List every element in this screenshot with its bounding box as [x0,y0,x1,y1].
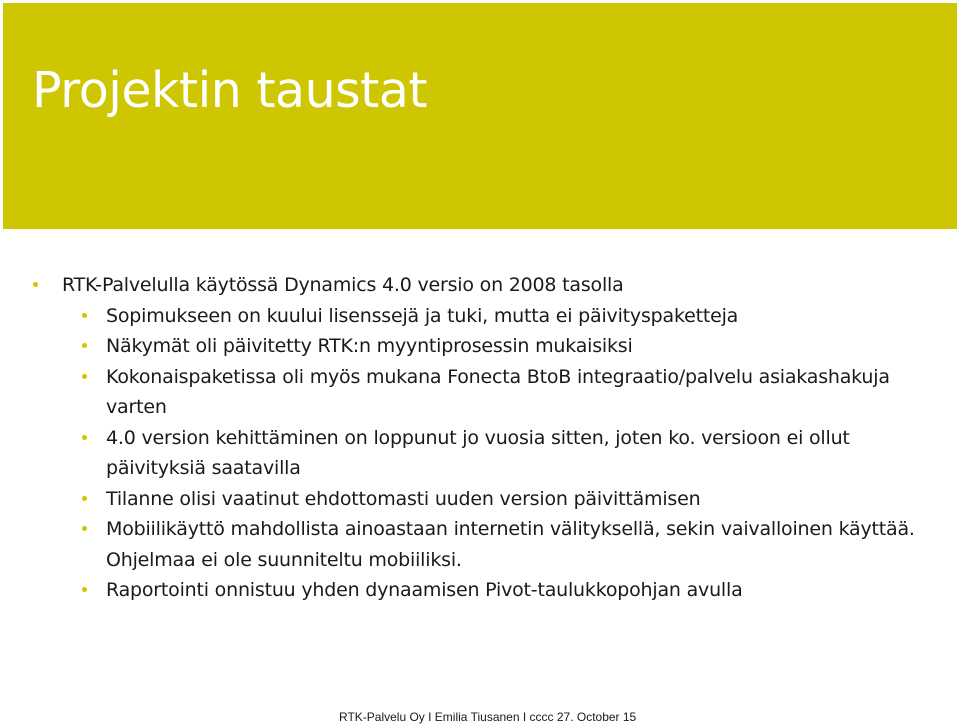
bullet-text: Mobiilikäyttö mahdollista ainoastaan internetin välityksellä, sekin vaivalloinen käyttää. Ohjelmaa ei ole suunniteltu mobiiliksi. [106,518,915,571]
bullet-dot-icon [82,435,87,440]
bullet-text: Kokonaispaketissa oli myös mukana Fonecta BtoB integraatio/palvelu asiakashakuja varten [106,365,890,418]
bullet-text: Sopimukseen on kuului lisenssejä ja tuki, mutta ei päivityspaketteja [106,304,739,327]
bullet-item [30,423,930,484]
bullet-text: Tilanne olisi vaatinut ehdottomasti uuden version päivittämisen [106,487,701,510]
bullet-dot-icon [82,313,87,318]
bullet-item [30,331,930,362]
bullet-dot-icon [33,282,38,287]
bullet-item [30,514,930,575]
bullet-dot-icon [82,374,87,379]
bullet-item [30,362,930,423]
bullet-dot-icon [82,526,87,531]
bullet-text: 4.0 version kehittäminen on loppunut jo vuosia sitten, joten ko. versioon ei ollut päivityksiä saatavilla [106,426,850,479]
bullet-item [30,301,930,332]
bullet-item [30,484,930,515]
slide-title: Projektin taustat [32,62,428,119]
bullet-text: Näkymät oli päivitetty RTK:n myyntiprosessin mukaisiksi [106,335,633,357]
bullet-item [30,575,930,606]
bullet-list [30,270,930,606]
bullet-text: RTK-Palvelulla käytössä Dynamics 4.0 versio on 2008 tasolla [62,274,624,296]
bullet-dot-icon [82,343,87,348]
bullet-dot-icon [82,496,87,501]
bullet-dot-icon [82,587,87,592]
footer-text: RTK-Palvelu Oy I Emilia Tiusanen I cccc 27. October 15 [339,710,637,724]
bullet-item [30,270,930,301]
bullet-text: Raportointi onnistuu yhden dynaamisen Pivot-taulukkopohjan avulla [106,579,743,601]
